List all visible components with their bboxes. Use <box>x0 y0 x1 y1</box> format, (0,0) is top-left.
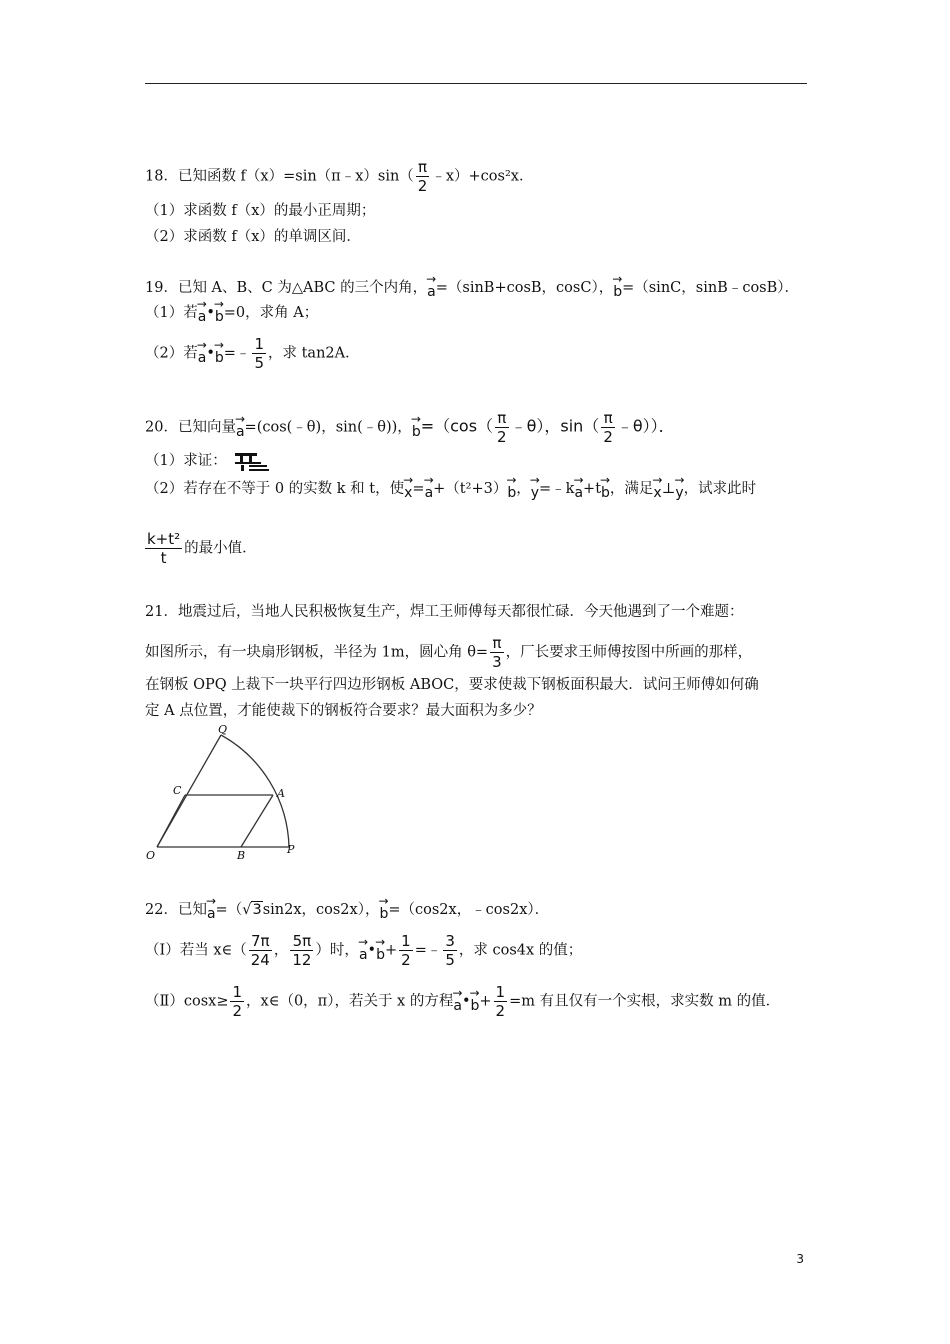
label-p: P <box>287 843 295 856</box>
fraction: $\frac{\pi}{2}$ <box>497 409 507 446</box>
fraction: $\frac{1}{5}$ <box>254 335 264 372</box>
q20-final: $\frac{\text{k+t²}}{t}$ 的最小值． <box>147 530 257 567</box>
fraction: $\frac{\pi}{2}$ <box>417 158 428 195</box>
q21-line1: 21．地震过后，当地人民积极恢复生产，焊工王师傅每天都很忙碌．今天他遇到了一个难题： <box>145 604 744 620</box>
q20-part2: （2）若存在不等于 0 的实数 k 和 t，使→ x=→ a+（t²+3）→ b，→ y=﹣k→ a+t→ b，满足→ x⊥→ y，试求此时 <box>145 477 756 503</box>
fraction: $\frac{1}{2}$ <box>232 983 243 1020</box>
vector-b: → b <box>613 276 622 302</box>
sqrt: √3 <box>242 902 262 918</box>
q19-part2: （2）若→ a•→ b=﹣ $\frac{1}{5}$ ，求 tan2A． <box>145 335 360 372</box>
label-a: A <box>277 787 285 800</box>
fraction: $\frac{7\pi}{24}$ <box>250 932 270 969</box>
fraction: $\frac{1}{2}$ <box>401 932 411 969</box>
q20-part1: （1）求证： <box>145 450 273 472</box>
label-b: B <box>237 849 246 862</box>
label-q: Q <box>218 725 228 736</box>
fraction: $\frac{1}{2}$ <box>495 983 506 1020</box>
page-number: 3 <box>796 1252 804 1266</box>
label-c: C <box>173 784 182 797</box>
fraction: $\frac{\text{k+t²}}{t}$ <box>147 530 181 567</box>
q21-line3: 在钢板 OPQ 上裁下一块平行四边形钢板 ABOC，要求使裁下钢板面积最大．试问王师傅如何确 <box>145 677 759 693</box>
q19-stem: 19．已知 A、B、C 为△ABC 的三个内角，→ a=（sinB+cosB，cosC），→ b=（sinC，sinB﹣cosB）． <box>145 276 799 302</box>
sector-figure <box>143 725 313 865</box>
garbled-formula-image <box>231 450 273 472</box>
label-o: O <box>146 849 156 862</box>
q21-line2: 如图所示，有一块扇形钢板，半径为 1m，圆心角 θ= $\frac{\pi}{3}$ ，厂长要求王师傅按图中所画的那样， <box>145 634 753 671</box>
q22-part2: （Ⅱ）cosx≥ $\frac{1}{2}$ ，x∈（0，π），若关于 x 的方程→ a•→ b+ $\frac{1}{2}$ =m 有且仅有一个实根，求实数 m 的值． <box>145 983 780 1020</box>
q22-stem: 22．已知→ a=（√3sin2x，cos2x），→ b=（cos2x，﹣cos2x）． <box>145 898 549 924</box>
vector-a: → a <box>427 276 436 302</box>
fraction: $\frac{\pi}{3}$ <box>492 634 502 671</box>
q21-line4: 定 A 点位置，才能使裁下的钢板符合要求？最大面积为多少？ <box>145 703 542 719</box>
header-rule <box>145 83 807 84</box>
q22-part1: （Ⅰ）若当 x∈（ $\frac{7\pi}{24}$ ， $\frac{5\pi}{12}$ ）时，→ a•→ b+ $\frac{1}{2}$ =﹣ $\frac{3}{5}$ ，求 cos4x 的值； <box>145 932 582 969</box>
q18-part1: （1）求函数 f（x）的最小正周期； <box>145 203 376 219</box>
q18-part2: （2）求函数 f（x）的单调区间． <box>145 229 361 245</box>
q19-part1: （1）若→ a•→ b=0，求角 A； <box>145 301 318 327</box>
q20-stem: 20．已知向量→ a=(cos(﹣θ)，sin(﹣θ))，→ b=（cos（ $\frac{\pi}{2}$ ﹣θ），sin（ $\frac{\pi}{2}$ ﹣θ））． <box>145 409 675 446</box>
fraction: $\frac{5\pi}{12}$ <box>292 932 312 969</box>
fraction: $\frac{\pi}{2}$ <box>603 409 613 446</box>
q18-stem: 18．已知函数 f（x）=sin（π﹣x）sin（ $\frac{\pi}{2}$ ﹣x）+cos²x． <box>145 158 534 195</box>
fraction: $\frac{3}{5}$ <box>445 932 455 969</box>
